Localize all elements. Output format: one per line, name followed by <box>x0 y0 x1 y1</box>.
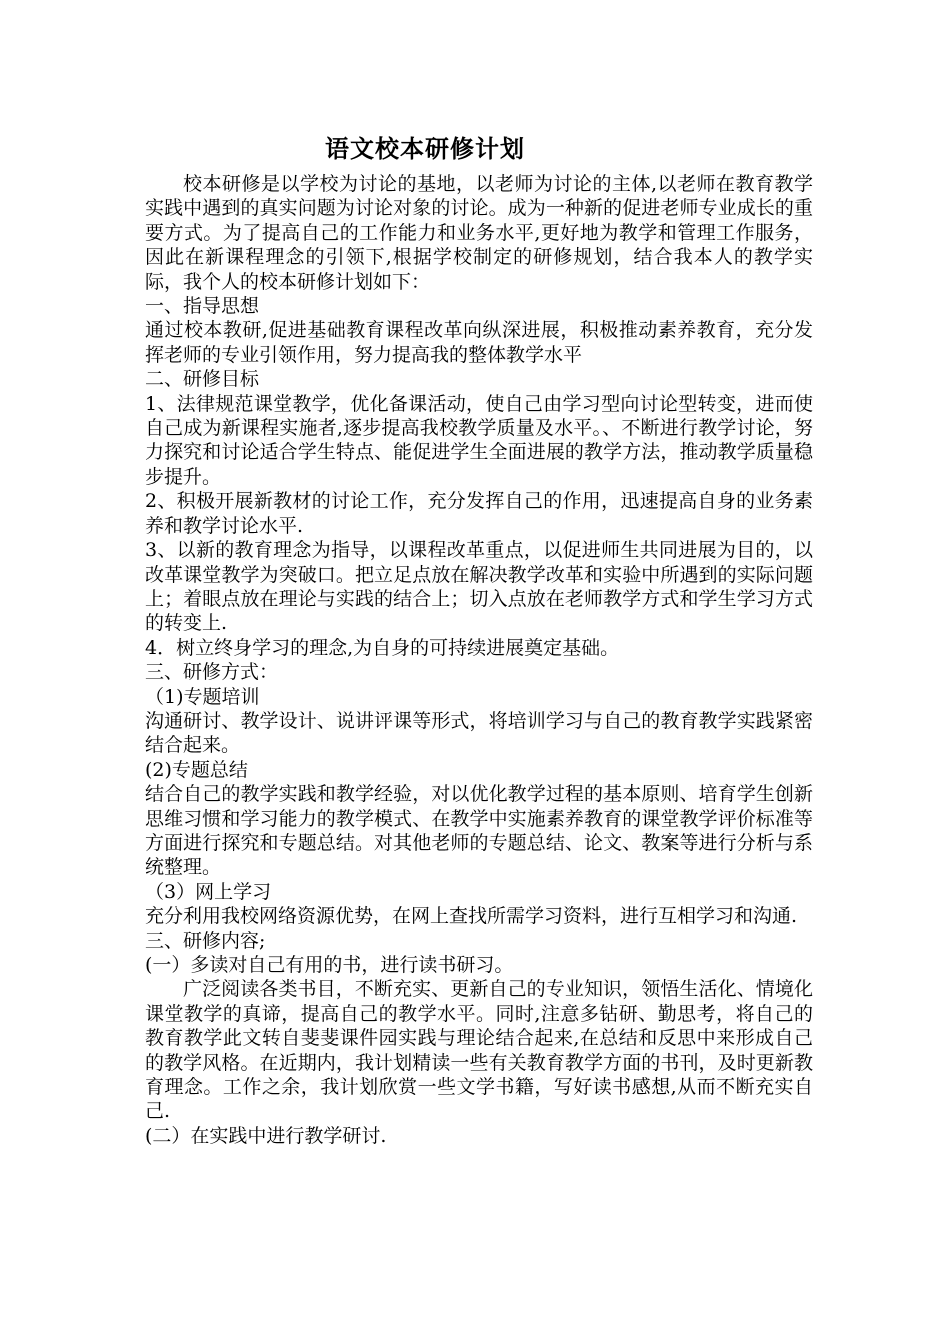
intro-paragraph: 校本研修是以学校为讨论的基地，以老师为讨论的主体,以老师在教育教学实践中遇到的真实问题为讨论对象的讨论。成为一种新的促进老师专业成长的重要方式。为了提高自己的工作能力和业务水平,更好地为教学和管理工作服务，因此在新课程理念的引领下,根据学校制定的研修规划，结合我本人的教学实际，我个人的校本研修计划如下： <box>145 173 813 293</box>
document-title: 语文校本研修计划 <box>325 134 525 163</box>
section-heading-guiding-thought: 一、指导思想 <box>145 295 260 318</box>
section-heading-content: 三、研修内容; <box>145 929 266 952</box>
content-reading-paragraph: 广泛阅读各类书目，不断充实、更新自己的专业知识，领悟生活化、情境化课堂教学的真谛，提高自己的教学水平。同时,注意多钻研、勤思考，将自己的教育教学此文转自斐斐课件园实践与理论结合起来,在总结和反思中来形成自己的教学风格。在近期内，我计划精读一些有关教育教学方面的书刊，及时更新教育理念。工作之余，我计划欣赏一些文学书籍，写好读书感想,从而不断充实自己. <box>145 978 813 1123</box>
method-heading-training: （1)专题培训 <box>145 685 260 708</box>
goal-item-1: 1、法律规范课堂教学，优化备课活动，使自己由学习型向讨论型转变，进而使自己成为新课程实施者,逐步提高我校教学质量及水平。、不断进行教学讨论，努力探究和讨论适合学生特点、能促进学生全面进展的教学方法，推动教学质量稳步提升。 <box>145 392 813 488</box>
method-online-paragraph: 充分利用我校网络资源优势，在网上查找所需学习资料，进行互相学习和沟通. <box>145 905 798 928</box>
method-heading-online: （3）网上学习 <box>145 880 272 903</box>
method-heading-summary: (2)专题总结 <box>145 758 248 781</box>
content-heading-reading: (一）多读对自己有用的书，进行读书研习。 <box>145 954 514 976</box>
method-training-paragraph: 沟通研讨、教学设计、说讲评课等形式，将培训学习与自己的教育教学实践紧密结合起来。 <box>145 709 813 757</box>
document-body <box>145 172 813 1148</box>
section-heading-methods: 三、研修方式： <box>145 661 279 684</box>
goal-item-4: 4．树立终身学习的理念,为自身的可持续进展奠定基础。 <box>145 636 620 659</box>
goal-item-2: 2、积极开展新教材的讨论工作，充分发挥自己的作用，迅速提高自身的业务素养和教学讨论水平. <box>145 490 813 537</box>
method-summary-paragraph: 结合自己的教学实践和教学经验，对以优化教学过程的基本原则、培育学生创新思维习惯和学习能力的教学模式、在教学中实施素养教育的课堂教学评价标准等方面进行探究和专题总结。对其他老师的专题总结、论文、教案等进行分析与系统整理。 <box>145 783 813 879</box>
section-heading-goals: 二、研修目标 <box>145 368 260 391</box>
guiding-thought-paragraph: 通过校本教研,促进基础教育课程改革向纵深进展，积极推动素养教育，充分发挥老师的专业引领作用，努力提高我的整体教学水平 <box>145 319 813 366</box>
goal-item-3: 3、以新的教育理念为指导，以课程改革重点，以促进师生共同进展为目的，以改革课堂教学为突破口。把立足点放在解决教学改革和实验中所遇到的实际问题上；着眼点放在理论与实践的结合上；切入点放在老师教学方式和学生学习方式的转变上. <box>145 539 813 635</box>
content-heading-practice: (二）在实践中进行教学研讨. <box>145 1124 387 1147</box>
